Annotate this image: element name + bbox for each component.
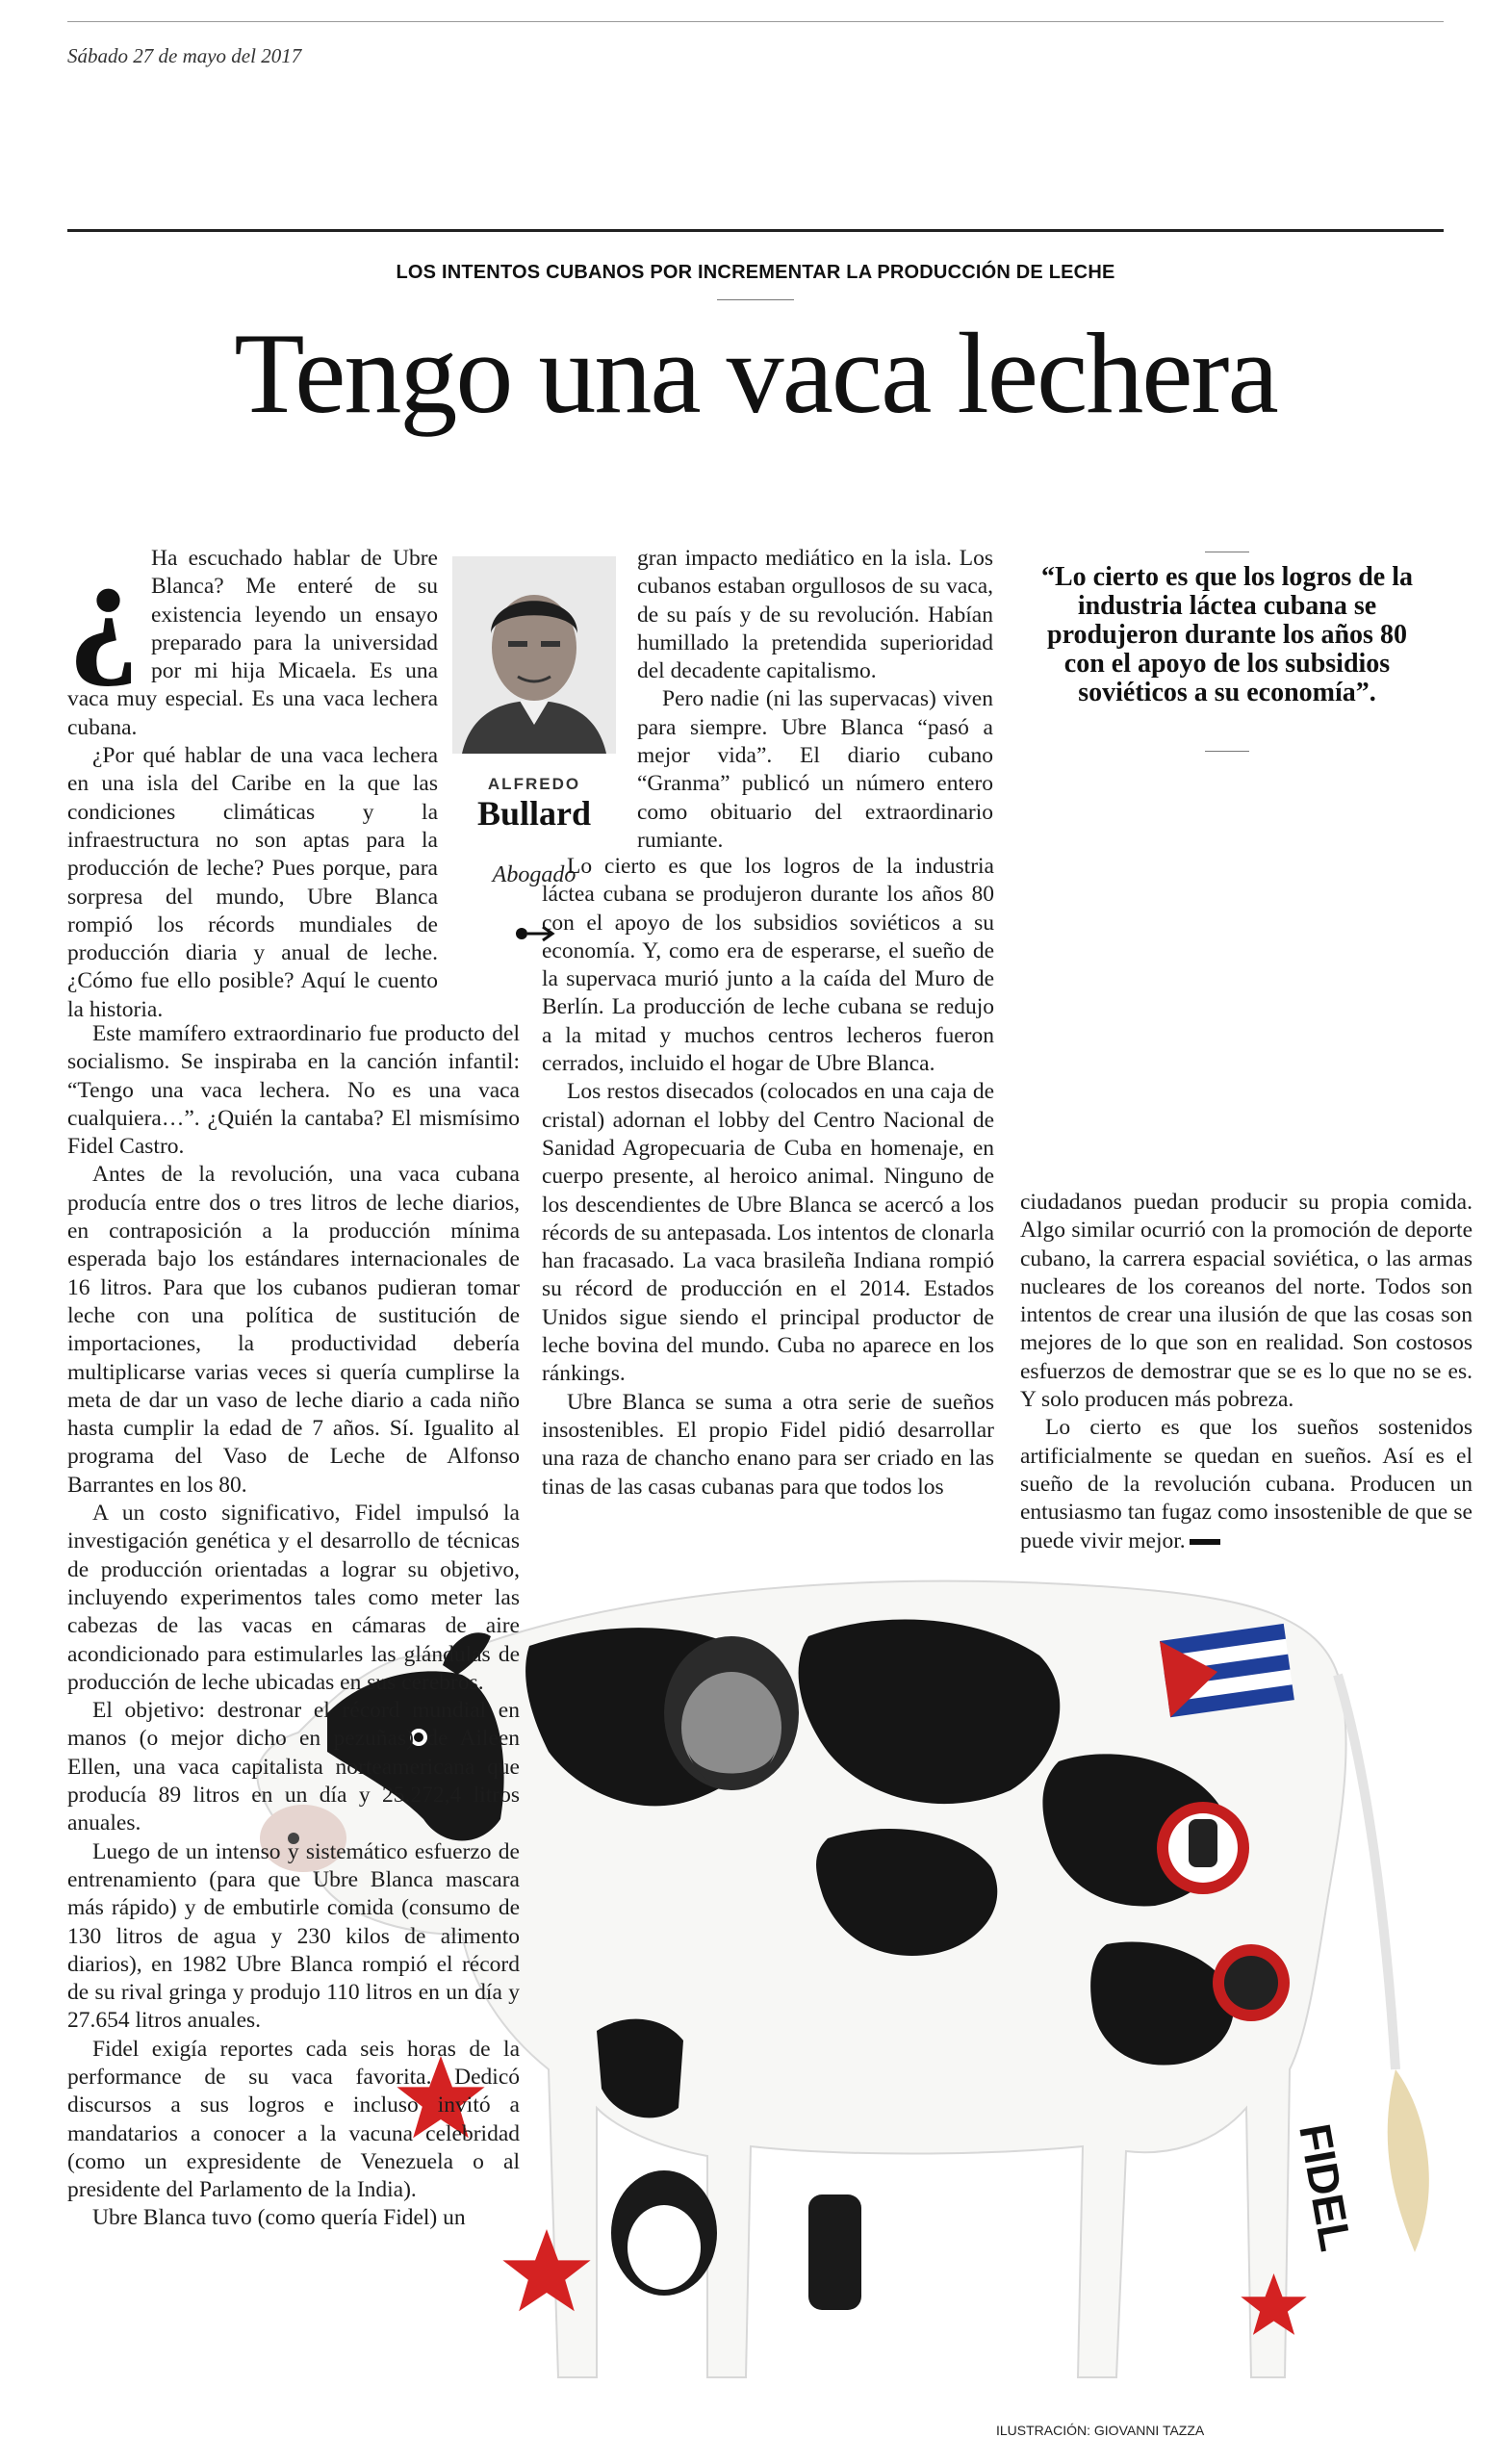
column-1-top <box>67 528 438 1024</box>
col1-paragraph-4: Antes de la revolución, una vaca cubana producía entre dos o tres litros de leche diarios, en contraposición a la producción mínima esperada bajo los estándares internacionales de 16 litros. Para que los cubanos pudieran tomar leche con una política de sustitución de importaciones, la productividad debería multiplicarse varias veces si quería cumplirse la meta de dar un vaso de leche diario a cada niño hasta cumplir la edad de 7 años. Sí. Igualito al programa del Vaso de Leche de Alfonso Barrantes en los 80. <box>67 1162 520 1498</box>
col1-paragraph-6: El objetivo: destronar el récord mundial en manos (o mejor dicho en pezuñas) de Aileen Ellen, una vaca capitalista norteamericana que producía 89 litros en un día y 25.272,4 litros anuales. <box>67 1698 520 1836</box>
header-divider <box>67 229 1444 232</box>
top-rule <box>67 21 1444 22</box>
col2-paragraph-2: Pero nadie (ni las supervacas) viven para siempre. Ubre Blanca “pasó a mejor vida”. El diario cubano “Granma” publicó un número entero como obituario del extraordinario rumiante. <box>637 686 993 853</box>
col1-paragraph-3: Este mamífero extraordinario fue producto del socialismo. Se inspiraba en la canción infantil: “Tengo una vaca lechera. No es una vaca cualquiera…”. ¿Quién la cantaba? El mismísimo Fidel Castro. <box>67 1021 520 1160</box>
illustration-credit: ILUSTRACIÓN: GIOVANNI TAZZA <box>996 2423 1205 2438</box>
quote-rule-bottom <box>1205 751 1249 752</box>
col2-paragraph-1: gran impacto mediático en la isla. Los cubanos estaban orgullosos de su vaca, de su país y de su revolución. Habían humillado la pretendida superioridad del decadente capitalismo. <box>637 546 993 684</box>
author-last-name: Bullard <box>476 794 592 833</box>
col3-paragraph-1: ciudadanos puedan producir su propia comida. Algo similar ocurrió con la promoción de deporte cubano, la carrera espacial soviética, o las armas nucleares de los coreanos del norte. Todos son intentos de crear una ilusión de que las cosas son mejores de lo que son en realidad. Son costosos esfuerzos de demostrar que se es lo que no se es. Y solo producen más pobreza. <box>1020 1190 1473 1413</box>
col2-paragraph-4: Los restos disecados (colocados en una caja de cristal) adornan el lobby del Centro Nacional de Sanidad Agropecuaria de Cuba en homenaje, en cuerpo presente, al heroico animal. Ninguno de los descendientes de Ubre Blanca se acercó a los récords de su antepasada. Los intentos de clonarla han fracasado. La vaca brasileña Indiana rompió su récord de producción en el 2014. Estados Unidos sigue siendo el principal productor de leche bovina del mundo. Cuba no aparece en los ránkings. <box>542 1079 994 1387</box>
author-role: Abogado <box>492 862 576 887</box>
author-first-name: ALFREDO <box>487 775 581 793</box>
col3-paragraph-2-text: Lo cierto es que los sueños sostenidos artificialmente se quedan en sueños. Así es el sueño de la revolución cubana. Producen un entusiasmo tan fugaz como insostenible de que se puede vivir mejor. <box>1020 1415 1473 1553</box>
column-2-bottom <box>542 853 994 1502</box>
col1-paragraph-8: Fidel exigía reportes cada seis horas de la performance de su vaca favorita. Dedicó discursos a sus logros e incluso invitó a mandatarios a conocer a la vacuna celebridad (como un expresidente de Venezuela o al presidente del Parlamento de la India). <box>67 2036 520 2203</box>
col2-paragraph-3: Lo cierto es que los logros de la industria láctea cubana se produjeron durante los años 80 con el apoyo de los subsidios soviéticos a su economía. Y, como era de esperarse, el sueño de la supervaca murió junto a la caída del Muro de Berlín. La producción de leche cubana se redujo a la mitad y muchos centros lecheros fueron cerrados, incluido el hogar de Ubre Blanca. <box>542 854 994 1077</box>
column-1-bottom <box>67 1020 520 2233</box>
kicker-underline <box>717 299 794 300</box>
fidel-leg-text: FIDEL <box>1290 2119 1362 2255</box>
kicker: LOS INTENTOS CUBANOS POR INCREMENTAR LA PRODUCCIÓN DE LECHE <box>396 262 1115 283</box>
column-3 <box>1020 1189 1473 1555</box>
publication-date: Sábado 27 de mayo del 2017 <box>67 44 302 67</box>
column-2-top <box>637 545 993 855</box>
col3-paragraph-2 <box>1020 1414 1473 1554</box>
col2-paragraph-5: Ubre Blanca se suma a otra serie de sueños insostenibles. El propio Fidel pidió desarrollar una raza de chancho enano para ser criado en las tinas de las casas cubanas para que todos los <box>542 1389 994 1500</box>
col1-paragraph-9: Ubre Blanca tuvo (como quería Fidel) un <box>92 2205 466 2231</box>
col1-paragraph-5: A un costo significativo, Fidel impulsó la investigación genética y el desarrollo de técnicas de producción orientadas a lograr su objetivo, incluyendo experimentos tales como meter las cabezas de las vacas en cámaras de aire acondicionado para estimularles las glándulas de producción de leche ubicadas en sus cerebros. <box>67 1501 520 1695</box>
col1-paragraph-1: Ha escuchado hablar de Ubre Blanca? Me enteré de su existencia leyendo un ensayo preparado para la universidad por mi hija Micaela. Es una vaca muy especial. Es una vaca lechera cubana. <box>67 546 438 740</box>
headline: Tengo una vaca lechera <box>234 309 1277 437</box>
col1-paragraph-7: Luego de un intenso y sistemático esfuerzo de entrenamiento (para que Ubre Blanca mascara más rápido) y de embutirle comida (consumo de 130 litros de agua y 230 kilos de alimento diarios), en 1982 Ubre Blanca rompió el récord de su rival gringa y produjo 110 litros en un día y 27.654 litros anuales. <box>67 1838 520 2034</box>
pull-quote: “Lo cierto es que los logros de la industria láctea cubana se produjeron durante los años 80 con el apoyo de los subsidios soviéticos a su economía”. <box>1040 562 1413 707</box>
author-photo <box>452 556 616 754</box>
end-mark-icon <box>1190 1539 1220 1545</box>
dropcap: ¿ <box>67 528 140 688</box>
col1-paragraph-2: ¿Por qué hablar de una vaca lechera en una isla del Caribe en la que las condiciones climáticas y la infraestructura no son aptas para la producción de leche? Pues porque, para sorpresa del mundo, Ubre Blanca rompió los récords mundiales de producción diaria y anual de leche. ¿Cómo fue ello posible? Aquí le cuento la historia. <box>67 743 438 1022</box>
